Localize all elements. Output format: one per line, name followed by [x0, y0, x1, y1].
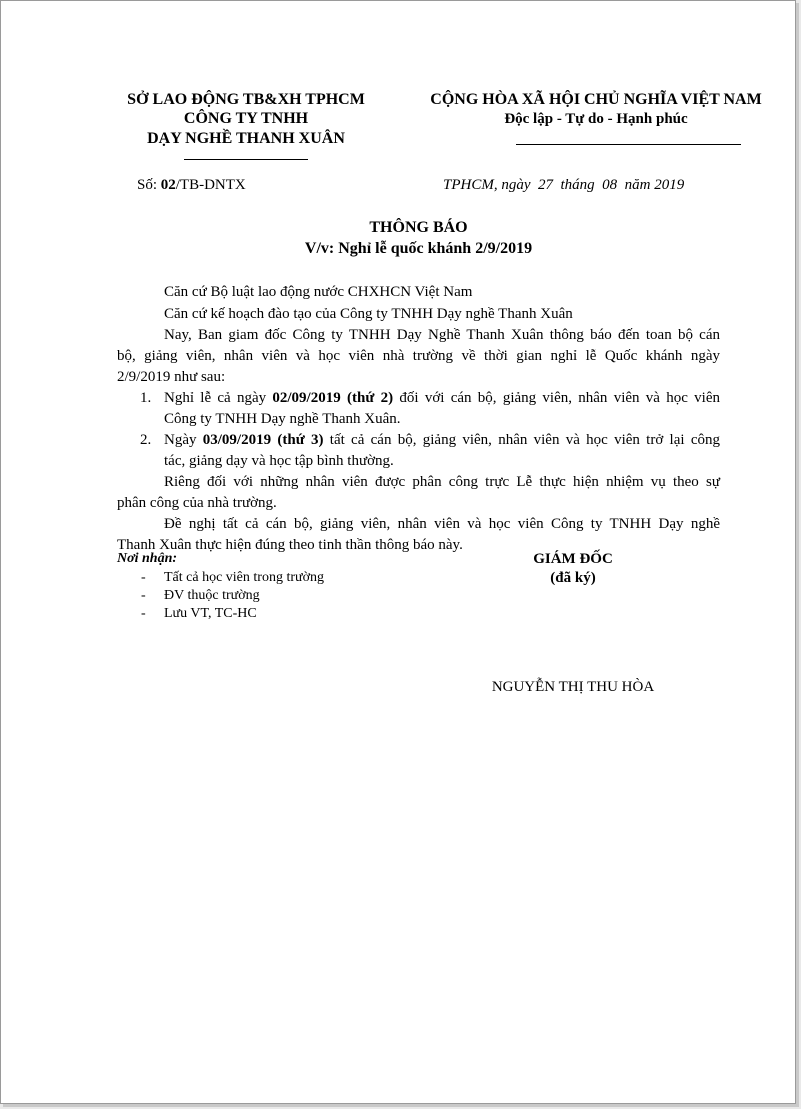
- item-1-date: 02/09/2019: [272, 390, 341, 406]
- item-2-date: 03/09/2019: [202, 432, 272, 448]
- intro-line-1: Nay, Ban giam đốc Công ty TNHH Dạy Nghề Thanh Xuân thông báo đến toan bộ cán: [164, 327, 720, 343]
- signature-status: (đã ký): [550, 570, 596, 586]
- item-1-number: 1.: [140, 390, 152, 406]
- signature-title: GIÁM ĐỐC: [533, 551, 613, 567]
- company-name: DẠY NGHỀ THANH XUÂN: [147, 130, 345, 147]
- notice-subject: V/v: Nghỉ lễ quốc khánh 2/9/2019: [304, 240, 533, 257]
- reference-prefix: Số:: [137, 177, 161, 193]
- notice-heading: THÔNG BÁO: [369, 219, 468, 236]
- right-header-underline: [516, 144, 741, 145]
- recipient-bullet-3: -: [141, 606, 146, 621]
- basis-line-1: Căn cứ Bộ luật lao động nước CHXHCN Việt Nam: [164, 284, 473, 300]
- left-header-underline: [184, 159, 308, 160]
- signer-name: NGUYỄN THỊ THU HÒA: [491, 679, 655, 695]
- item-1-day: (thứ 2): [340, 390, 394, 406]
- issuing-authority: [101, 91, 391, 148]
- request-line-2: Thanh Xuân thực hiện đúng theo tinh thần thông báo này.: [117, 537, 463, 553]
- special-line-1: Riêng đối với những nhân viên được phân công trực Lễ thực hiện nhiệm vụ theo sự: [164, 474, 720, 490]
- recipients-label: Nơi nhận:: [117, 551, 178, 566]
- item-2-post: tất cả cán bộ, giảng viên, nhân viên và học viên trở lại công: [323, 432, 720, 448]
- item-2-number: 2.: [140, 432, 152, 448]
- reference-number: [137, 177, 246, 194]
- special-line-2: phân công của nhà trường.: [117, 495, 277, 511]
- recipient-bullet-1: -: [141, 570, 146, 585]
- item-1-line-1: [164, 390, 720, 407]
- basis-line-2: Căn cứ kế hoạch đào tạo của Công ty TNHH Dạy nghề Thanh Xuân: [164, 306, 573, 322]
- reference-number-value: 02: [160, 177, 176, 193]
- request-line-1: Đề nghị tất cả cán bộ, giảng viên, nhân viên và học viên Công ty TNHH Dạy nghề: [164, 516, 720, 532]
- reference-code: /TB-DNTX: [175, 177, 246, 193]
- item-2-pre: Ngày: [164, 432, 203, 448]
- motto: Độc lập - Tự do - Hạnh phúc: [504, 111, 688, 127]
- item-2-line-2: tác, giảng dạy và học tập bình thường.: [164, 453, 394, 469]
- intro-line-3: 2/9/2019 như sau:: [117, 369, 226, 385]
- issue-date: TPHCM, ngày 27 tháng 08 năm 2019: [443, 177, 685, 193]
- item-1-pre: Nghỉ lễ cả ngày: [164, 390, 273, 406]
- authority-line1: SỞ LAO ĐỘNG TB&XH TPHCM: [127, 91, 365, 108]
- notice-title: [221, 219, 616, 258]
- company-type: CÔNG TY TNHH: [183, 110, 309, 127]
- recipient-item-3: Lưu VT, TC-HC: [164, 606, 257, 621]
- country-name: CỘNG HÒA XÃ HỘI CHỦ NGHĨA VIỆT NAM: [430, 91, 762, 108]
- intro-line-2: bộ, giảng viên, nhân viên và học viên nhà trường về thời gian nghỉ lễ Quốc khánh ngày: [117, 348, 720, 364]
- recipient-item-2: ĐV thuộc trường: [164, 588, 260, 603]
- item-2-day: (thứ 3): [271, 432, 324, 448]
- national-motto: [413, 91, 779, 128]
- item-1-post: đối với cán bộ, giảng viên, nhân viên và học viên: [393, 390, 720, 406]
- item-1-line-2: Công ty TNHH Dạy nghề Thanh Xuân.: [164, 411, 401, 427]
- recipient-item-1: Tất cả học viên trong trường: [164, 570, 324, 585]
- item-2-line-1: [164, 432, 720, 449]
- recipient-bullet-2: -: [141, 588, 146, 603]
